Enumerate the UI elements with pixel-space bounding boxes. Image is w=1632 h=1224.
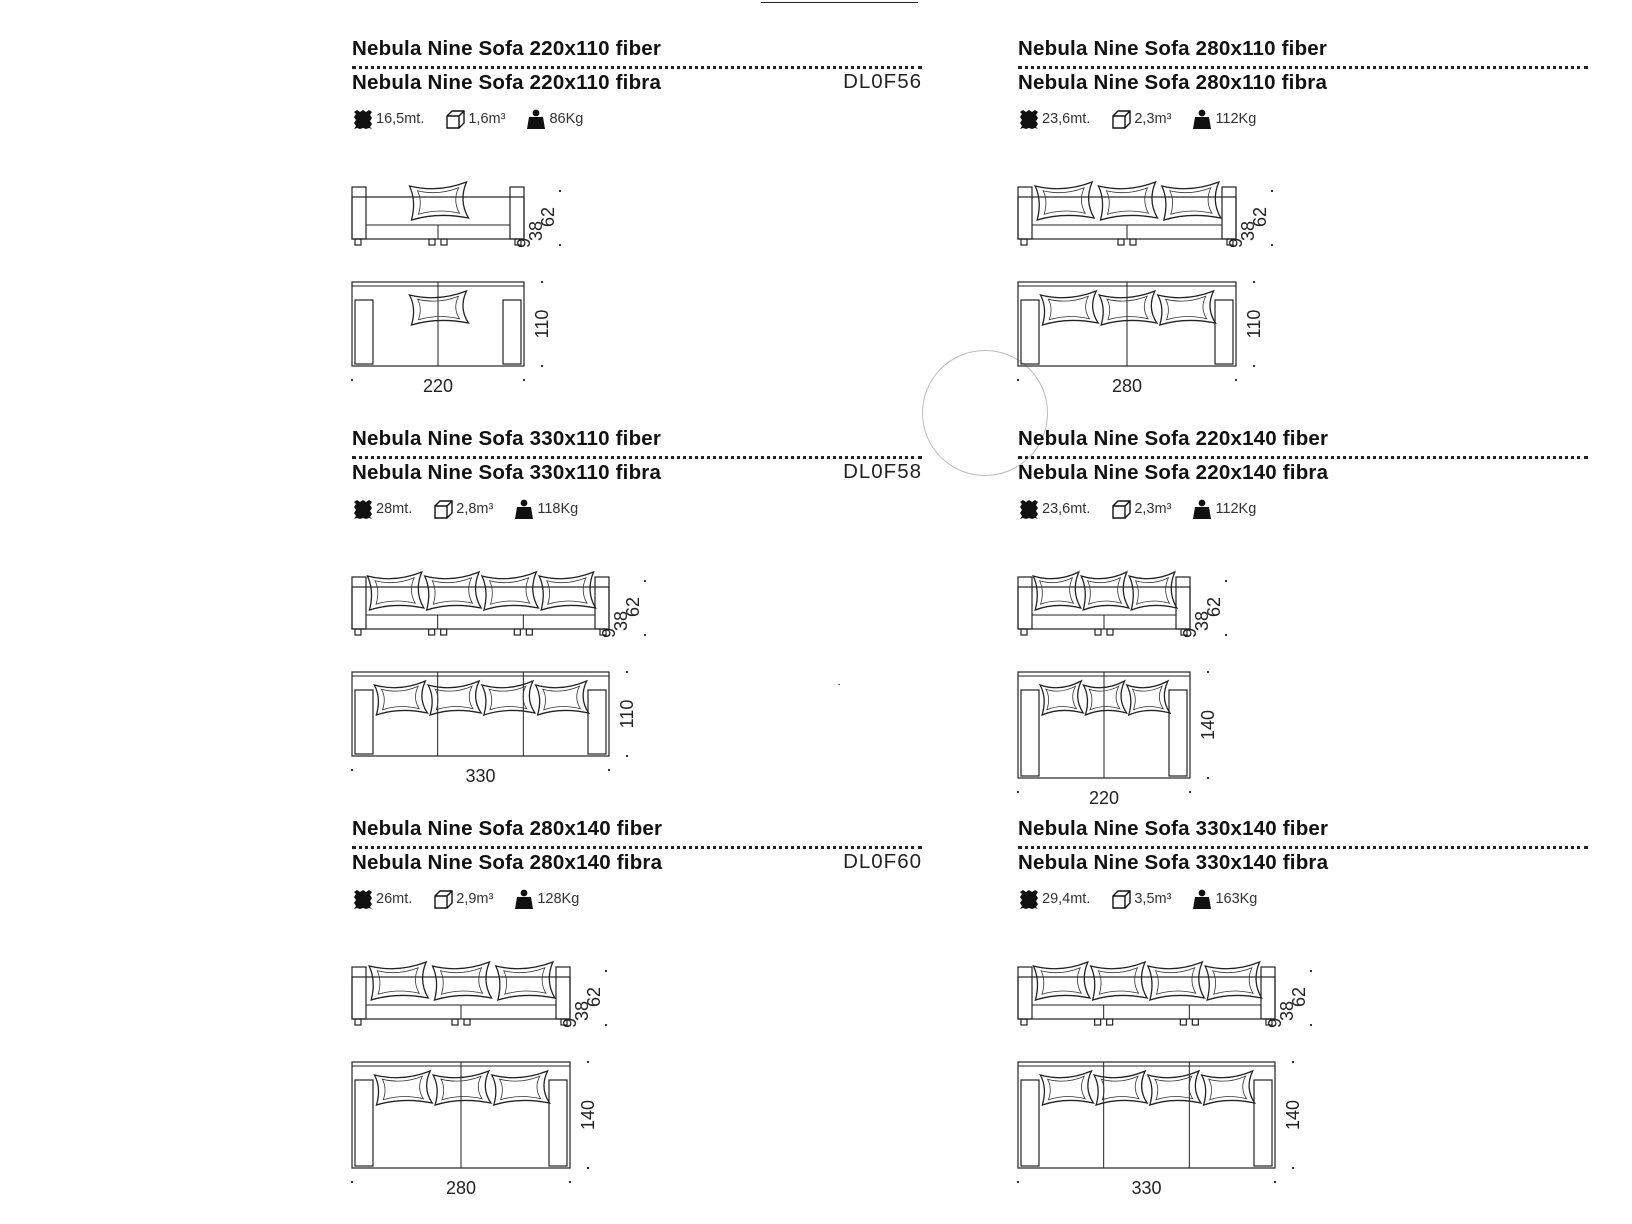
spec-volume-value: 2,8m³ [456, 501, 494, 517]
dim-seat-height: 38 [526, 220, 546, 242]
cushion-seam [1041, 968, 1081, 994]
product-code: DL0F58 [843, 460, 922, 483]
left-armrest [352, 967, 366, 1019]
dim-seat-height: 38 [611, 610, 631, 632]
right-armrest [1222, 187, 1236, 239]
sofa-leg [464, 1019, 470, 1025]
spec-fabric-value: 26mt. [376, 891, 413, 907]
plan-view [351, 1061, 598, 1198]
cushion-seam [1101, 1076, 1139, 1100]
plan-left-armrest [1021, 1080, 1039, 1166]
plan-right-armrest [549, 1080, 567, 1166]
dim-leg-height: 9 [514, 237, 534, 249]
spec-row [352, 496, 598, 522]
plan-view [1017, 1061, 1303, 1198]
plan-view [351, 281, 552, 396]
spec-weight [513, 498, 578, 520]
dim-leg-height: 9 [560, 1017, 580, 1029]
product-code: DL0F56 [843, 70, 922, 93]
right-armrest [595, 577, 609, 629]
sofa-leg [1118, 239, 1124, 245]
cushion-seam [1136, 578, 1170, 604]
plan-right-armrest [588, 690, 606, 754]
sofa-leg [429, 239, 435, 245]
cushion-seam [489, 686, 527, 710]
cushion-seam [1155, 1076, 1193, 1100]
dimension-tick [1271, 244, 1273, 246]
dimension-tick [1017, 1181, 1019, 1183]
dotted-divider [352, 846, 922, 849]
product-card-220x140 [1018, 427, 1588, 808]
product-card-330x140 [1018, 817, 1588, 1198]
product-title-en: Nebula Nine Sofa 220x110 fiber [352, 37, 662, 60]
dimension-tick [1292, 1167, 1294, 1169]
dotted-divider [1018, 846, 1588, 849]
product-title-en: Nebula Nine Sofa 280x110 fiber [1018, 37, 1328, 60]
cushion-seam [500, 1076, 541, 1100]
dimension-tick [644, 634, 646, 636]
dim-leg-height: 9 [599, 627, 619, 639]
cushion-seam [1048, 296, 1089, 320]
cushion-seam [440, 968, 482, 994]
plan-view [351, 671, 637, 786]
dim-width: 280 [1111, 376, 1143, 396]
spec-fabric [1018, 498, 1090, 520]
sofa-leg [1095, 1019, 1101, 1025]
fabric-swatch-icon [1018, 498, 1040, 520]
spec-fabric [352, 108, 424, 130]
sofa-leg [429, 629, 435, 635]
spec-weight [1191, 498, 1256, 520]
plan-right-armrest [503, 300, 521, 364]
dimension-tick [559, 190, 561, 192]
front-elevation-view [1018, 182, 1273, 248]
dimension-tick [559, 244, 561, 246]
sofa-leg [1180, 1019, 1186, 1025]
dim-seat-height: 38 [572, 1000, 592, 1022]
product-title-en: Nebula Nine Sofa 280x140 fiber [352, 817, 663, 840]
cushion-seam [1040, 578, 1074, 604]
product-title-it: Nebula Nine Sofa 330x140 fibra [1018, 851, 1329, 874]
fabric-swatch-icon [352, 888, 374, 910]
weight-icon [1191, 108, 1213, 130]
dimension-tick [1310, 970, 1312, 972]
spec-fabric-value: 16,5mt. [376, 111, 425, 127]
sofa-leg [1107, 1019, 1113, 1025]
fabric-swatch-icon [352, 498, 374, 520]
spec-volume [432, 498, 493, 520]
spec-weight-value: 118Kg [537, 501, 579, 517]
dimension-tick [1292, 1061, 1294, 1063]
plan-view [1017, 281, 1264, 396]
dimension-tick [605, 1024, 607, 1026]
front-elevation-view [352, 572, 646, 638]
dim-seat-height: 38 [1277, 1000, 1297, 1022]
dotted-divider [352, 456, 922, 459]
sofa-drawings [352, 137, 594, 396]
dimension-tick [605, 970, 607, 972]
spec-weight-value: 112Kg [1215, 501, 1257, 517]
plan-outline [352, 672, 609, 756]
spec-row [352, 106, 603, 132]
plan-right-armrest [1215, 300, 1233, 364]
plan-left-armrest [355, 690, 373, 754]
plan-right-armrest [1254, 1080, 1272, 1166]
plan-right-armrest [1169, 690, 1187, 776]
dimension-tick [1253, 281, 1255, 283]
product-title-it: Nebula Nine Sofa 280x140 fibra [352, 851, 663, 874]
sofa-leg [355, 1019, 361, 1025]
spec-volume-value: 2,9m³ [456, 891, 494, 907]
dim-height: 62 [1250, 206, 1270, 228]
fabric-swatch-icon [1018, 108, 1040, 130]
cushion-seam [1166, 296, 1207, 320]
spec-row [1018, 496, 1276, 522]
dim-width: 330 [465, 766, 496, 786]
cushion-seam [377, 968, 419, 994]
spec-fabric-value: 29,4mt. [1042, 891, 1091, 907]
product-card-220x110 [352, 37, 922, 409]
spec-weight [525, 108, 583, 130]
dim-height: 62 [1289, 986, 1309, 1008]
front-elevation-view [352, 962, 607, 1028]
weight-icon [513, 888, 535, 910]
spec-volume [1110, 888, 1171, 910]
spec-fabric-value: 23,6mt. [1042, 111, 1091, 127]
product-title-it: Nebula Nine Sofa 330x110 fibra [352, 461, 662, 484]
sofa-leg [1021, 629, 1027, 635]
dim-height: 62 [584, 986, 604, 1008]
product-card-280x110 [1018, 37, 1588, 409]
sofa-leg [1130, 239, 1136, 245]
box-volume-icon [444, 108, 466, 130]
cushion-seam [547, 578, 587, 604]
dim-width: 280 [445, 1178, 477, 1198]
product-title-en: Nebula Nine Sofa 330x110 fiber [352, 427, 662, 450]
product-title-it: Nebula Nine Sofa 280x110 fibra [1018, 71, 1328, 94]
dim-height: 62 [623, 596, 643, 618]
dim-leg-height: 9 [1226, 237, 1246, 249]
dimension-tick [541, 365, 543, 367]
box-volume-icon [1110, 888, 1132, 910]
sofa-drawings [352, 917, 640, 1198]
front-elevation-view [1018, 962, 1312, 1028]
dimension-tick [587, 1061, 589, 1063]
dim-depth: 140 [1283, 1099, 1303, 1131]
spec-fabric [352, 888, 412, 910]
dim-leg-height: 9 [1180, 627, 1200, 639]
sofa-drawings [1018, 137, 1306, 396]
dimension-tick [1310, 1024, 1312, 1026]
spec-volume-value: 2,3m³ [1134, 501, 1172, 517]
cushion-seam [1213, 968, 1253, 994]
dimension-tick [351, 379, 353, 381]
dimension-tick [1189, 791, 1191, 793]
dim-width: 220 [1088, 788, 1120, 808]
right-armrest [556, 967, 570, 1019]
cushion-seam [543, 686, 581, 710]
header-rule [761, 2, 918, 3]
spec-volume [1110, 108, 1171, 130]
spec-weight-value: 128Kg [537, 891, 580, 907]
front-elevation-view [1018, 572, 1227, 638]
left-armrest [1018, 187, 1032, 239]
dimension-tick [1207, 671, 1209, 673]
spec-row [1018, 106, 1276, 132]
dim-depth: 110 [532, 309, 552, 339]
fabric-swatch-icon [352, 108, 374, 130]
dimension-tick [569, 1181, 571, 1183]
sofa-drawings [1018, 917, 1345, 1198]
dimension-tick [626, 755, 628, 757]
dimension-tick [644, 580, 646, 582]
dimension-tick [1235, 379, 1237, 381]
plan-left-armrest [355, 1080, 373, 1166]
dim-seat-height: 38 [1192, 610, 1212, 632]
cushion-seam [1133, 686, 1164, 710]
weight-icon [1191, 498, 1213, 520]
dimension-tick [1274, 1181, 1276, 1183]
cushion-seam [1088, 578, 1122, 604]
cushion-seam [1106, 188, 1148, 214]
sofa-leg [355, 239, 361, 245]
cushion-seam [1209, 1076, 1247, 1100]
dim-height: 62 [538, 206, 558, 228]
sofa-leg [441, 239, 447, 245]
spec-weight-value: 163Kg [1215, 891, 1258, 907]
spec-fabric [352, 498, 412, 520]
cushion-seam [417, 188, 459, 214]
spec-weight [513, 888, 579, 910]
sofa-drawings [1018, 527, 1260, 808]
cushion-seam [504, 968, 546, 994]
dotted-divider [352, 66, 922, 69]
spec-volume-value: 2,3m³ [1134, 111, 1172, 127]
spec-volume [432, 888, 493, 910]
product-title-it: Nebula Nine Sofa 220x110 fibra [352, 71, 662, 94]
dim-depth: 140 [578, 1099, 598, 1131]
dim-seat-height: 38 [1238, 220, 1258, 242]
dim-leg-height: 9 [1265, 1017, 1285, 1029]
product-card-330x110 [352, 427, 922, 799]
left-armrest [1018, 577, 1032, 629]
cushion-seam [1043, 188, 1085, 214]
dimension-tick [1017, 791, 1019, 793]
cushion-seam [1098, 968, 1138, 994]
product-code: DL0F60 [843, 850, 922, 873]
cushion-seam [381, 686, 419, 710]
sofa-leg [1021, 1019, 1027, 1025]
sofa-leg [441, 629, 447, 635]
cushion-seam [382, 1076, 423, 1100]
dim-width: 220 [422, 376, 454, 396]
spec-weight-value: 112Kg [1215, 111, 1257, 127]
dim-width: 330 [1131, 1178, 1162, 1198]
spec-row [1018, 886, 1277, 912]
spec-fabric [1018, 108, 1090, 130]
dimension-tick [608, 769, 610, 771]
sofa-leg [452, 1019, 458, 1025]
weight-icon [1191, 888, 1213, 910]
dimension-tick [1253, 365, 1255, 367]
sofa-leg [1192, 1019, 1198, 1025]
sofa-leg [355, 629, 361, 635]
dim-depth: 110 [1244, 309, 1264, 339]
dimension-tick [1225, 580, 1227, 582]
box-volume-icon [432, 498, 454, 520]
product-card-280x140 [352, 817, 922, 1198]
sofa-leg [526, 629, 532, 635]
sofa-drawings [352, 527, 679, 786]
product-title-en: Nebula Nine Sofa 330x140 fiber [1018, 817, 1329, 840]
dotted-divider [1018, 66, 1588, 69]
spec-fabric [1018, 888, 1090, 910]
cushion-seam [375, 578, 415, 604]
cushion-seam [1046, 686, 1077, 710]
spec-weight-value: 86Kg [549, 111, 584, 127]
right-armrest [1261, 967, 1275, 1019]
sofa-leg [1021, 239, 1027, 245]
spec-volume [444, 108, 505, 130]
dimension-tick [351, 1181, 353, 1183]
front-elevation-view [352, 182, 561, 248]
dimension-tick [541, 281, 543, 283]
sofa-leg [1107, 629, 1113, 635]
cushion-seam [1170, 188, 1212, 214]
plan-left-armrest [355, 300, 373, 364]
dimension-tick [587, 1167, 589, 1169]
sofa-leg [1095, 629, 1101, 635]
dimension-tick [1207, 777, 1209, 779]
cushion-seam [1047, 1076, 1085, 1100]
dimension-tick [1271, 190, 1273, 192]
cushion-seam [435, 686, 473, 710]
plan-left-armrest [1021, 690, 1039, 776]
cushion-seam [1156, 968, 1196, 994]
spec-row [352, 886, 599, 912]
spec-fabric-value: 28mt. [376, 501, 413, 517]
left-armrest [1018, 967, 1032, 1019]
right-armrest [1176, 577, 1190, 629]
right-armrest [510, 187, 524, 239]
spec-fabric-value: 23,6mt. [1042, 501, 1091, 517]
cushion-seam [490, 578, 530, 604]
dimension-tick [626, 671, 628, 673]
fabric-swatch-icon [1018, 888, 1040, 910]
dim-depth: 140 [1198, 709, 1218, 741]
dimension-tick [351, 769, 353, 771]
cushion-seam [432, 578, 472, 604]
product-title-it: Nebula Nine Sofa 220x140 fibra [1018, 461, 1329, 484]
dim-height: 62 [1204, 596, 1224, 618]
dotted-divider [1018, 456, 1588, 459]
plan-left-armrest [1021, 300, 1039, 364]
spec-volume-value: 3,5m³ [1134, 891, 1172, 907]
left-armrest [352, 577, 366, 629]
dimension-tick [1225, 634, 1227, 636]
box-volume-icon [432, 888, 454, 910]
weight-icon [513, 498, 535, 520]
box-volume-icon [1110, 498, 1132, 520]
box-volume-icon [1110, 108, 1132, 130]
weight-icon [525, 108, 547, 130]
spec-volume-value: 1,6m³ [468, 111, 506, 127]
dim-depth: 110 [617, 699, 637, 729]
sofa-leg [514, 629, 520, 635]
plan-view [1017, 671, 1218, 808]
spec-volume [1110, 498, 1171, 520]
spec-weight [1191, 888, 1257, 910]
dimension-tick [523, 379, 525, 381]
spec-weight [1191, 108, 1256, 130]
left-armrest [352, 187, 366, 239]
dimension-tick [1017, 379, 1019, 381]
product-title-en: Nebula Nine Sofa 220x140 fiber [1018, 427, 1329, 450]
